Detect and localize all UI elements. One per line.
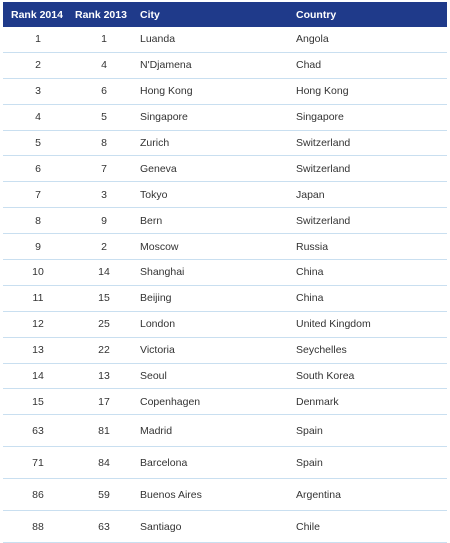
cell-city: Tokyo	[140, 188, 168, 201]
header-city: City	[140, 9, 160, 21]
cell-rank-2014: 8	[35, 214, 41, 227]
header-rank-2013: Rank 2013	[75, 9, 127, 21]
cell-country: Switzerland	[296, 214, 351, 227]
cell-rank-2014: 3	[35, 85, 41, 98]
header-rank-2014: Rank 2014	[11, 9, 63, 21]
cell-rank-2014: 9	[35, 240, 41, 253]
table-row	[3, 182, 447, 208]
cell-city: Beijing	[140, 292, 172, 305]
cell-rank-2013: 7	[101, 162, 107, 175]
table-row	[3, 479, 447, 511]
table-row	[3, 415, 447, 447]
cell-city: Bern	[140, 214, 163, 227]
cell-city: Barcelona	[140, 456, 188, 469]
cell-rank-2013: 84	[98, 456, 110, 469]
cell-country: Denmark	[296, 395, 339, 408]
cell-city: Seoul	[140, 370, 167, 383]
cell-country: Seychelles	[296, 344, 347, 357]
cell-country: Switzerland	[296, 137, 351, 149]
cell-rank-2014: 88	[32, 520, 44, 533]
cell-rank-2014: 86	[32, 488, 44, 501]
table-header	[3, 2, 447, 27]
table-row	[3, 208, 447, 234]
cell-city: Shanghai	[140, 266, 185, 279]
table-row	[3, 27, 447, 53]
cell-country: Spain	[296, 424, 323, 437]
cell-country: China	[296, 292, 324, 305]
table-row	[3, 511, 447, 543]
cell-country: China	[296, 266, 324, 279]
cell-rank-2014: 14	[32, 370, 44, 383]
cell-city: Singapore	[140, 111, 188, 124]
cell-rank-2014: 7	[35, 188, 41, 201]
cell-country: Chad	[296, 59, 322, 72]
table-row	[3, 286, 447, 312]
cell-country: Singapore	[296, 111, 344, 124]
cell-rank-2013: 15	[98, 292, 110, 305]
table-row	[3, 53, 447, 79]
cell-city: Luanda	[140, 33, 176, 46]
cell-rank-2013: 14	[98, 266, 110, 279]
table-row	[3, 79, 447, 105]
cell-rank-2014: 4	[35, 111, 41, 124]
cell-rank-2014: 63	[32, 424, 44, 437]
cell-city: Santiago	[140, 520, 182, 533]
table-row	[3, 131, 447, 157]
cell-rank-2013: 4	[101, 59, 107, 72]
cell-country: United Kingdom	[296, 318, 371, 331]
cell-city: London	[140, 318, 176, 331]
cell-rank-2014: 1	[35, 33, 41, 46]
cell-country: South Korea	[296, 370, 355, 383]
cell-city: Zurich	[140, 137, 170, 149]
cell-rank-2013: 13	[98, 370, 110, 383]
cell-rank-2014: 15	[32, 395, 44, 408]
cell-rank-2013: 1	[101, 33, 107, 46]
cell-rank-2013: 63	[98, 520, 110, 533]
cell-rank-2013: 25	[98, 318, 110, 331]
cell-rank-2013: 9	[101, 214, 107, 227]
cell-country: Hong Kong	[296, 85, 349, 98]
cell-rank-2014: 10	[32, 266, 44, 279]
cell-rank-2014: 6	[35, 162, 41, 175]
table-row	[3, 234, 447, 260]
table-row	[3, 338, 447, 364]
cell-country: Russia	[296, 240, 329, 253]
cell-rank-2013: 2	[101, 240, 107, 253]
cell-rank-2014: 13	[32, 344, 44, 357]
cell-rank-2014: 11	[32, 292, 44, 305]
table-row	[3, 447, 447, 479]
cell-country: Angola	[296, 33, 329, 46]
table-row	[3, 156, 447, 182]
cell-rank-2013: 17	[98, 395, 110, 408]
cell-rank-2013: 81	[98, 424, 110, 437]
cell-rank-2013: 22	[98, 344, 110, 357]
cell-city: Hong Kong	[140, 85, 193, 98]
cell-city: Madrid	[140, 424, 173, 437]
table-body	[3, 27, 447, 543]
table-row	[3, 364, 447, 390]
table-row	[3, 312, 447, 338]
cell-country: Switzerland	[296, 162, 351, 175]
cell-rank-2013: 6	[101, 85, 107, 98]
cell-rank-2014: 71	[32, 456, 44, 469]
cell-country: Spain	[296, 456, 323, 469]
cell-country: Japan	[296, 188, 325, 201]
cell-rank-2013: 8	[101, 137, 107, 149]
cell-city: Moscow	[140, 240, 179, 253]
table-row	[3, 260, 447, 286]
table-row	[3, 105, 447, 131]
cell-city: Copenhagen	[140, 395, 201, 408]
cell-country: Chile	[296, 520, 320, 533]
cell-city: Victoria	[140, 344, 175, 357]
cell-rank-2014: 12	[32, 318, 44, 331]
cell-rank-2014: 5	[35, 137, 41, 149]
table-row	[3, 389, 447, 415]
cell-rank-2013: 5	[101, 111, 107, 124]
cell-rank-2013: 3	[101, 188, 107, 201]
cell-country: Argentina	[296, 488, 341, 501]
cell-rank-2014: 2	[35, 59, 41, 72]
cell-city: N'Djamena	[140, 59, 192, 72]
cell-city: Buenos Aires	[140, 488, 202, 501]
cell-city: Geneva	[140, 162, 177, 175]
cell-rank-2013: 59	[98, 488, 110, 501]
header-country: Country	[296, 9, 337, 21]
